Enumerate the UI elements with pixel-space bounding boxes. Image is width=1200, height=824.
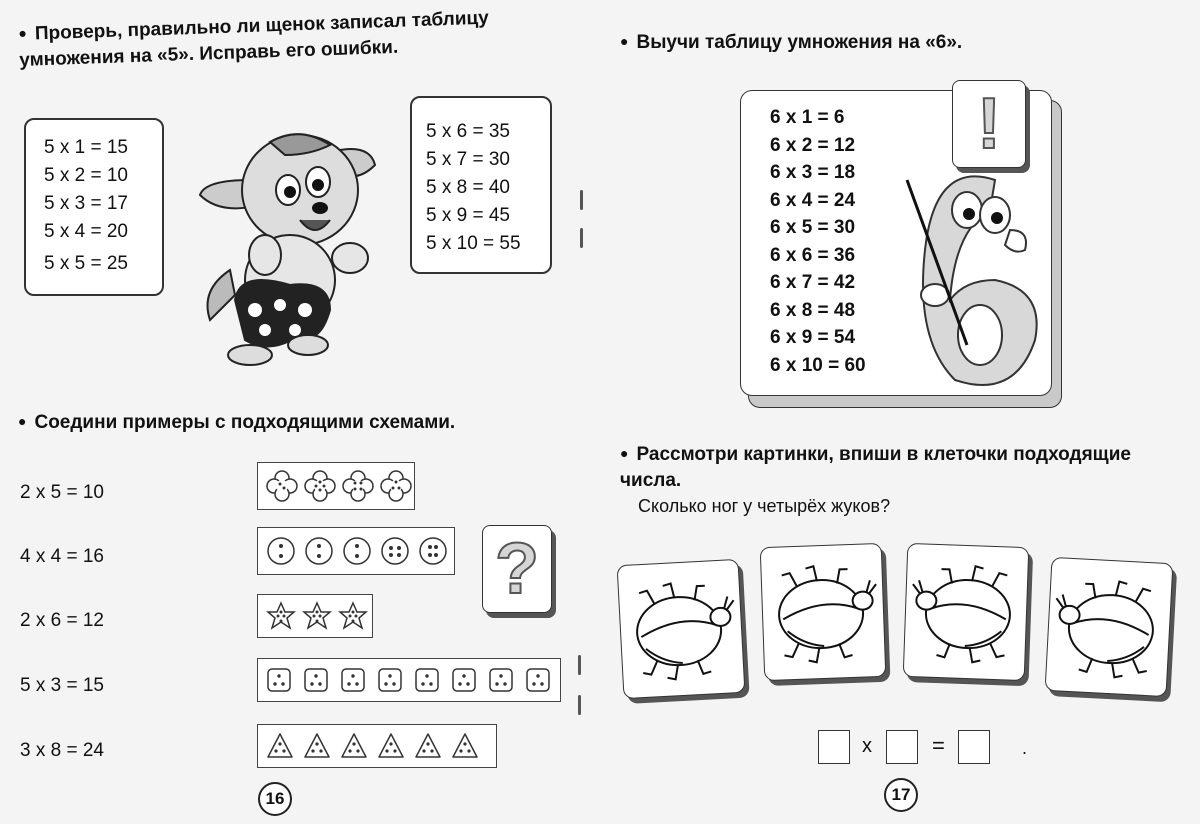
- star-icon: [266, 601, 296, 631]
- triangle-icon: [340, 732, 368, 760]
- page-number-right: 17: [884, 778, 918, 812]
- question-mark-icon: ?: [495, 529, 539, 609]
- beetle-icon: [618, 560, 745, 698]
- square-three-dots-icon: [525, 667, 551, 693]
- beetle-card-2: [760, 543, 887, 681]
- task1-title: [18, 2, 579, 74]
- margin-mark: [580, 228, 583, 248]
- circle-two-dots-icon: [342, 536, 372, 566]
- example-4x4: 4 x 4 = 16: [20, 546, 104, 567]
- equation: 5 x 1 = 15: [44, 137, 128, 158]
- square-three-dots-icon: [303, 667, 329, 693]
- flower-icon: [342, 470, 374, 502]
- equation: 5 x 6 = 35: [426, 121, 510, 142]
- square-three-dots-icon: [340, 667, 366, 693]
- answer-box-2[interactable]: [886, 730, 918, 764]
- equation: 6 x 5 = 30: [770, 217, 856, 238]
- equation: 5 x 9 = 45: [426, 205, 510, 226]
- margin-mark: [578, 655, 581, 675]
- flower-icon: [380, 470, 412, 502]
- square-three-dots-icon: [266, 667, 292, 693]
- page-number-left: 16: [258, 782, 292, 816]
- equation: 5 x 5 = 25: [44, 253, 128, 274]
- triangle-icon: [451, 732, 479, 760]
- example-3x8: 3 x 8 = 24: [20, 740, 104, 761]
- equation: 6 x 7 = 42: [770, 272, 856, 293]
- answer-box-3[interactable]: [958, 730, 990, 764]
- circle-two-dots-icon: [304, 536, 334, 566]
- equation: 6 x 8 = 48: [770, 299, 856, 321]
- scheme-stars: [257, 594, 373, 638]
- flower-icon: [266, 470, 298, 502]
- example-2x5: 2 x 5 = 10: [20, 482, 104, 503]
- task4-title-line1: ● Рассмотри картинки, впиши в клеточки подходящие: [620, 442, 1190, 468]
- equation: 6 x 3 = 18: [770, 162, 856, 183]
- task3-title: ● Выучи таблицу умножения на «6».: [620, 30, 962, 56]
- task1-title-line2: умножения на «5». Исправь его ошибки.: [18, 36, 399, 71]
- scheme-triangles: [257, 724, 497, 768]
- task4-title-line2: числа.: [620, 470, 682, 491]
- task1-title-line1: ● Проверь, правильно ли щенок записал таблицу: [18, 2, 579, 48]
- equation: 6 x 6 = 36: [770, 244, 856, 266]
- scheme-flowers: [257, 462, 415, 510]
- square-three-dots-icon: [414, 667, 440, 693]
- flower-icon: [304, 470, 336, 502]
- example-2x6: 2 x 6 = 12: [20, 610, 104, 631]
- star-icon: [338, 601, 368, 631]
- table5-box-1: [24, 118, 164, 296]
- equation: 6 x 1 = 6: [770, 107, 845, 128]
- beetle-card-3: [903, 543, 1030, 681]
- task4-question: Сколько ног у четырёх жуков?: [638, 496, 891, 516]
- triangle-icon: [377, 732, 405, 760]
- beetle-card-4: [1045, 557, 1174, 697]
- equation: 5 x 8 = 40: [426, 177, 510, 198]
- triangle-icon: [303, 732, 331, 760]
- exclamation-card: [952, 80, 1026, 168]
- six-character-illustration: [895, 140, 1045, 400]
- square-three-dots-icon: [451, 667, 477, 693]
- scheme-circles: [257, 527, 455, 575]
- exclamation-icon: !: [977, 84, 1001, 164]
- star-icon: [302, 601, 332, 631]
- circle-two-dots-icon: [380, 536, 410, 566]
- table6-list: [770, 104, 866, 379]
- triangle-icon: [266, 732, 294, 760]
- equation: 5 x 3 = 17: [44, 193, 128, 214]
- answer-box-1[interactable]: [818, 730, 850, 764]
- beetle-icon: [904, 544, 1029, 680]
- example-5x3: 5 x 3 = 15: [20, 675, 104, 696]
- beetle-card-1: [617, 559, 746, 699]
- table5-list-2: [426, 118, 550, 258]
- equation: 5 x 10 = 55: [426, 233, 521, 254]
- equation: 6 x 10 = 60: [770, 354, 866, 376]
- beetle-icon: [761, 544, 886, 680]
- task2-title: ● Соедини примеры с подходящими схемами.: [18, 410, 455, 436]
- square-three-dots-icon: [377, 667, 403, 693]
- task4-title: [620, 442, 1190, 494]
- triangle-icon: [414, 732, 442, 760]
- equation: 6 x 4 = 24: [770, 189, 856, 211]
- square-three-dots-icon: [488, 667, 514, 693]
- equals-sign: =: [932, 733, 945, 758]
- equation: 6 x 9 = 54: [770, 327, 856, 348]
- table5-list-1: [44, 134, 162, 278]
- beetle-icon: [1046, 558, 1173, 696]
- trailing-dot: .: [1022, 738, 1028, 758]
- margin-mark: [578, 695, 581, 715]
- equation: 6 x 2 = 12: [770, 134, 856, 156]
- circle-two-dots-icon: [266, 536, 296, 566]
- equation: 5 x 4 = 20: [44, 221, 128, 242]
- table5-box-2: [410, 96, 552, 274]
- equation: 5 x 7 = 30: [426, 149, 510, 170]
- times-sign: x: [862, 735, 872, 757]
- circle-two-dots-icon: [418, 536, 448, 566]
- equation: 5 x 2 = 10: [44, 165, 128, 186]
- puppy-illustration: [190, 120, 390, 370]
- margin-mark: [580, 190, 583, 210]
- question-card: [482, 525, 552, 613]
- scheme-squares: [257, 658, 561, 702]
